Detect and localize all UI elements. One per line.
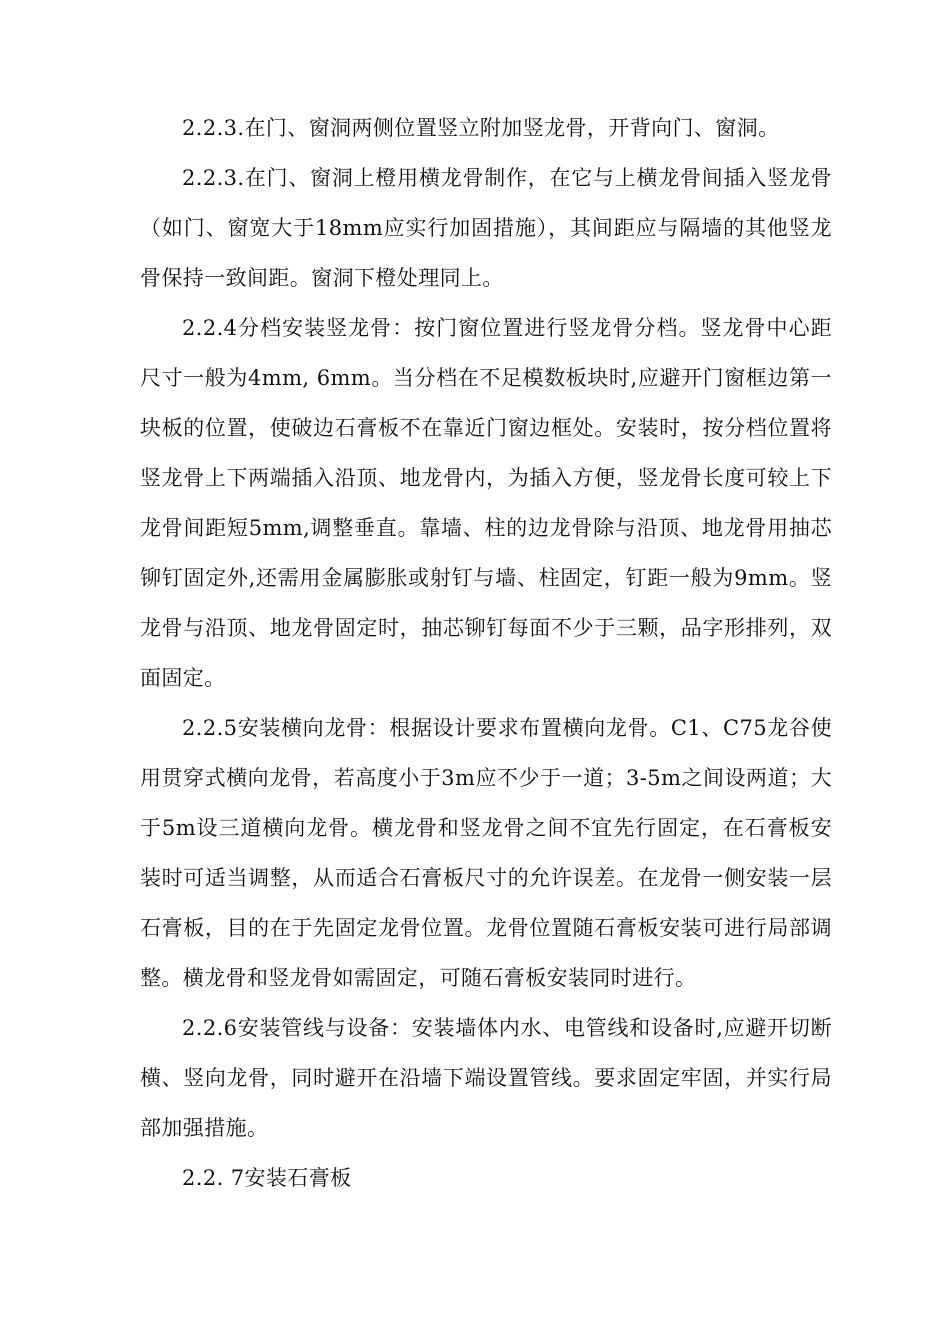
paragraph-2-2-6-pipelines: 2.2.6安装管线与设备：安装墙体内水、电管线和设备时,应避开切断横、竖向龙骨，同时避开在沿墙下端设置管线。要求固定牢固，并实行局部加强措施。 xyxy=(140,1016,832,1140)
paragraph-2-2-7-gypsum-board: 2.2. 7安装石膏板 xyxy=(182,1166,352,1190)
document-body xyxy=(140,103,832,1203)
paragraph-2-2-5-cross-keel: 2.2.5安装横向龙骨：根据设计要求布置横向龙骨。C1、C75龙谷使用贯穿式横向龙骨，若高度小于3m应不少于一道；3-5m之间设两道；大于5m设三道横向龙骨。横龙骨和竖龙骨之间不宜先行固定，在石膏板安装时可适当调整，从而适合石膏板尺寸的允许误差。在龙骨一侧安装一层石膏板，目的在于先固定龙骨位置。龙骨位置随石膏板安装可进行局部调整。横龙骨和竖龙骨如需固定，可随石膏板安装同时进行。 xyxy=(140,716,832,990)
paragraph-2-2-3-side-studs: 2.2.3.在门、窗洞两侧位置竖立附加竖龙骨，开背向门、窗洞。 xyxy=(182,116,780,140)
paragraph-2-2-4-stud-installation: 2.2.4分档安装竖龙骨：按门窗位置进行竖龙骨分档。竖龙骨中心距尺寸一般为4mm, 6mm。当分档在不足模数板块时,应避开门窗框边第一块板的位置，使破边石膏板不在靠近门窗边框处。安装时，按分档位置将竖龙骨上下两端插入沿顶、地龙骨内，为插入方便，竖龙骨长度可较上下龙骨间距短5mm,调整垂直。靠墙、柱的边龙骨除与沿顶、地龙骨用抽芯铆钉固定外,还需用金属膨胀或射钉与墙、柱固定，钉距一般为9mm。竖龙骨与沿顶、地龙骨固定时，抽芯铆钉每面不少于三颗，品字形排列，双面固定。 xyxy=(140,316,832,690)
paragraph-2-2-3-lintel: 2.2.3.在门、窗洞上橙用横龙骨制作，在它与上横龙骨间插入竖龙骨（如门、窗宽大于18mm应实行加固措施），其间距应与隔墙的其他竖龙骨保持一致间距。窗洞下橙处理同上。 xyxy=(140,166,832,290)
